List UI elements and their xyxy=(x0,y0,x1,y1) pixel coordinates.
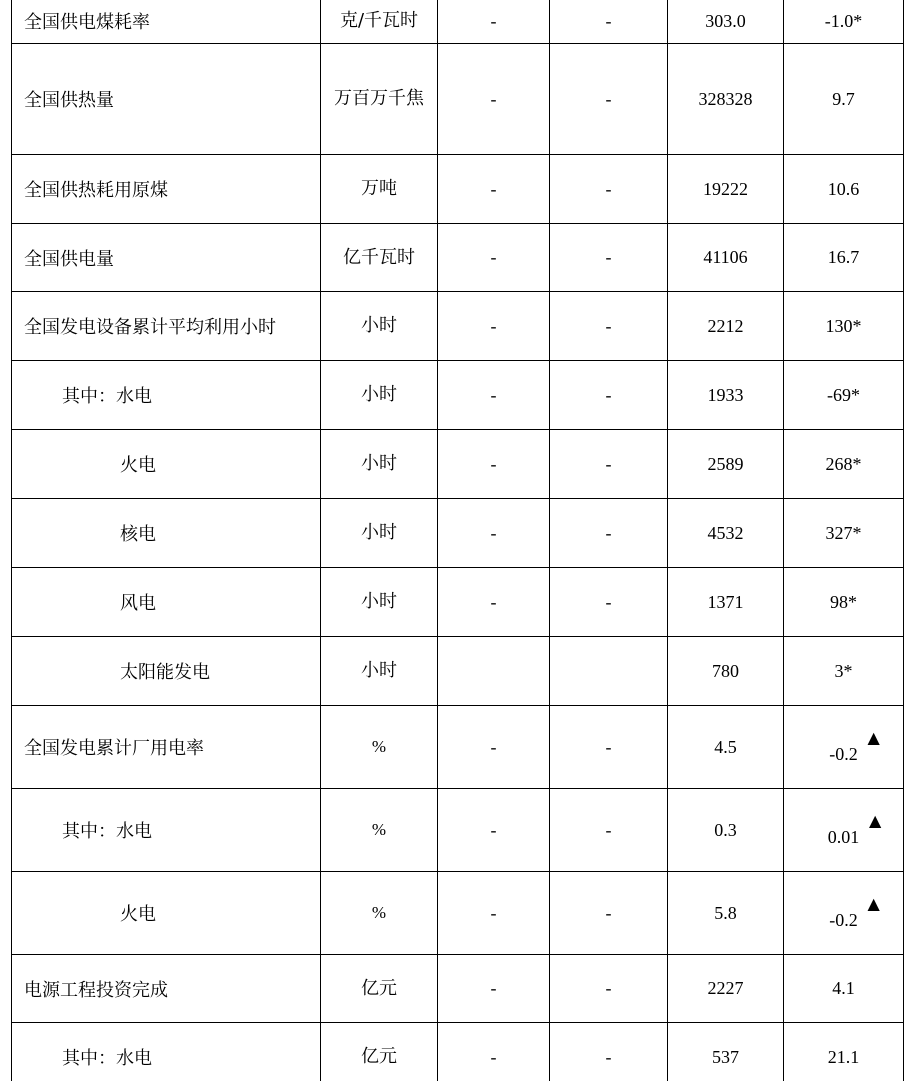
period-value-cell xyxy=(438,637,550,706)
cumulative-change-cell xyxy=(784,706,904,789)
statistics-table xyxy=(11,0,904,1081)
period-value-cell: - xyxy=(438,1023,550,1081)
cumulative-change-cell: -1.0* xyxy=(784,0,904,44)
unit-cell: % xyxy=(321,872,438,955)
unit-cell: 亿千瓦时 xyxy=(321,224,438,292)
cumulative-value-cell: 537 xyxy=(668,1023,784,1081)
period-value-cell: - xyxy=(438,44,550,155)
unit-cell: 小时 xyxy=(321,292,438,361)
table-row xyxy=(12,706,904,789)
indicator-name-cell: 全国供热量 xyxy=(12,44,321,155)
table-row xyxy=(12,224,904,292)
period-change-cell: - xyxy=(550,872,668,955)
indicator-name-cell: 全国发电累计厂用电率 xyxy=(12,706,321,789)
table-body xyxy=(12,0,904,1081)
period-change-cell: - xyxy=(550,1023,668,1081)
table-row xyxy=(12,789,904,872)
unit-cell: 小时 xyxy=(321,637,438,706)
indicator-name-cell: 核电 xyxy=(12,499,321,568)
change-wrapper xyxy=(827,810,882,848)
period-change-cell: - xyxy=(550,292,668,361)
cumulative-change-cell: 130* xyxy=(784,292,904,361)
indicator-name-cell: 全国供电煤耗率 xyxy=(12,0,321,44)
cumulative-change-cell: 21.1 xyxy=(784,1023,904,1081)
cumulative-change-cell: 327* xyxy=(784,499,904,568)
cumulative-change-cell: 4.1 xyxy=(784,955,904,1023)
period-change-cell: - xyxy=(550,361,668,430)
cumulative-value-cell: 41106 xyxy=(668,224,784,292)
period-value-cell: - xyxy=(438,499,550,568)
period-value-cell: - xyxy=(438,292,550,361)
unit-cell: 万百万千焦 xyxy=(321,44,438,155)
change-wrapper xyxy=(829,893,880,931)
cumulative-change-cell: 98* xyxy=(784,568,904,637)
period-value-cell: - xyxy=(438,155,550,224)
cumulative-value-cell: 4.5 xyxy=(668,706,784,789)
table-row xyxy=(12,292,904,361)
cumulative-value-cell: 4532 xyxy=(668,499,784,568)
cumulative-value-cell: 2227 xyxy=(668,955,784,1023)
triangle-marker-icon: ▲ xyxy=(868,810,882,830)
period-change-cell: - xyxy=(550,430,668,499)
cumulative-change-cell: -69* xyxy=(784,361,904,430)
table-row xyxy=(12,44,904,155)
cumulative-value-cell: 1933 xyxy=(668,361,784,430)
change-value: 0.01 xyxy=(827,826,860,847)
unit-cell: 克/千瓦时 xyxy=(321,0,438,44)
indicator-name-cell: 太阳能发电 xyxy=(12,637,321,706)
unit-cell: 亿元 xyxy=(321,1023,438,1081)
change-wrapper xyxy=(829,727,880,765)
period-value-cell: - xyxy=(438,224,550,292)
unit-cell: 小时 xyxy=(321,430,438,499)
indicator-name-cell: 电源工程投资完成 xyxy=(12,955,321,1023)
unit-cell: 小时 xyxy=(321,499,438,568)
indicator-name-cell: 火电 xyxy=(12,872,321,955)
table-row xyxy=(12,872,904,955)
cumulative-value-cell: 0.3 xyxy=(668,789,784,872)
change-value: -0.2 xyxy=(829,909,858,930)
unit-cell: 亿元 xyxy=(321,955,438,1023)
indicator-name-cell: 其中：水电 xyxy=(12,789,321,872)
table-row xyxy=(12,155,904,224)
table-row xyxy=(12,361,904,430)
indicator-name-cell: 风电 xyxy=(12,568,321,637)
period-value-cell: - xyxy=(438,706,550,789)
triangle-marker-icon: ▲ xyxy=(867,893,880,913)
table-row xyxy=(12,637,904,706)
table-row xyxy=(12,568,904,637)
period-change-cell: - xyxy=(550,0,668,44)
cumulative-value-cell: 2589 xyxy=(668,430,784,499)
period-value-cell: - xyxy=(438,955,550,1023)
period-change-cell: - xyxy=(550,789,668,872)
cumulative-value-cell: 303.0 xyxy=(668,0,784,44)
unit-cell: 万吨 xyxy=(321,155,438,224)
period-change-cell: - xyxy=(550,155,668,224)
table-row xyxy=(12,955,904,1023)
cumulative-change-cell: 268* xyxy=(784,430,904,499)
cumulative-value-cell: 2212 xyxy=(668,292,784,361)
cumulative-change-cell: 16.7 xyxy=(784,224,904,292)
period-change-cell: - xyxy=(550,955,668,1023)
period-value-cell: - xyxy=(438,361,550,430)
period-change-cell: - xyxy=(550,706,668,789)
table-row xyxy=(12,499,904,568)
unit-cell: 小时 xyxy=(321,361,438,430)
period-value-cell: - xyxy=(438,872,550,955)
period-value-cell: - xyxy=(438,568,550,637)
change-value: -0.2 xyxy=(829,743,858,764)
period-change-cell: - xyxy=(550,568,668,637)
table-row xyxy=(12,1023,904,1081)
indicator-name-cell: 全国供热耗用原煤 xyxy=(12,155,321,224)
indicator-name-cell: 其中：水电 xyxy=(12,1023,321,1081)
cumulative-value-cell: 1371 xyxy=(668,568,784,637)
period-value-cell: - xyxy=(438,789,550,872)
period-value-cell: - xyxy=(438,0,550,44)
unit-cell: % xyxy=(321,706,438,789)
cumulative-value-cell: 780 xyxy=(668,637,784,706)
cumulative-change-cell xyxy=(784,872,904,955)
period-change-cell: - xyxy=(550,44,668,155)
indicator-name-cell: 火电 xyxy=(12,430,321,499)
indicator-name-cell: 全国发电设备累计平均利用小时 xyxy=(12,292,321,361)
period-value-cell: - xyxy=(438,430,550,499)
table-row xyxy=(12,0,904,44)
unit-cell: % xyxy=(321,789,438,872)
triangle-marker-icon: ▲ xyxy=(867,727,880,747)
cumulative-change-cell: 9.7 xyxy=(784,44,904,155)
cumulative-value-cell: 328328 xyxy=(668,44,784,155)
indicator-name-cell: 全国供电量 xyxy=(12,224,321,292)
cumulative-value-cell: 19222 xyxy=(668,155,784,224)
period-change-cell xyxy=(550,637,668,706)
table-row xyxy=(12,430,904,499)
cumulative-change-cell xyxy=(784,789,904,872)
unit-cell: 小时 xyxy=(321,568,438,637)
period-change-cell: - xyxy=(550,499,668,568)
cumulative-change-cell: 10.6 xyxy=(784,155,904,224)
cumulative-value-cell: 5.8 xyxy=(668,872,784,955)
indicator-name-cell: 其中：水电 xyxy=(12,361,321,430)
period-change-cell: - xyxy=(550,224,668,292)
cumulative-change-cell: 3* xyxy=(784,637,904,706)
